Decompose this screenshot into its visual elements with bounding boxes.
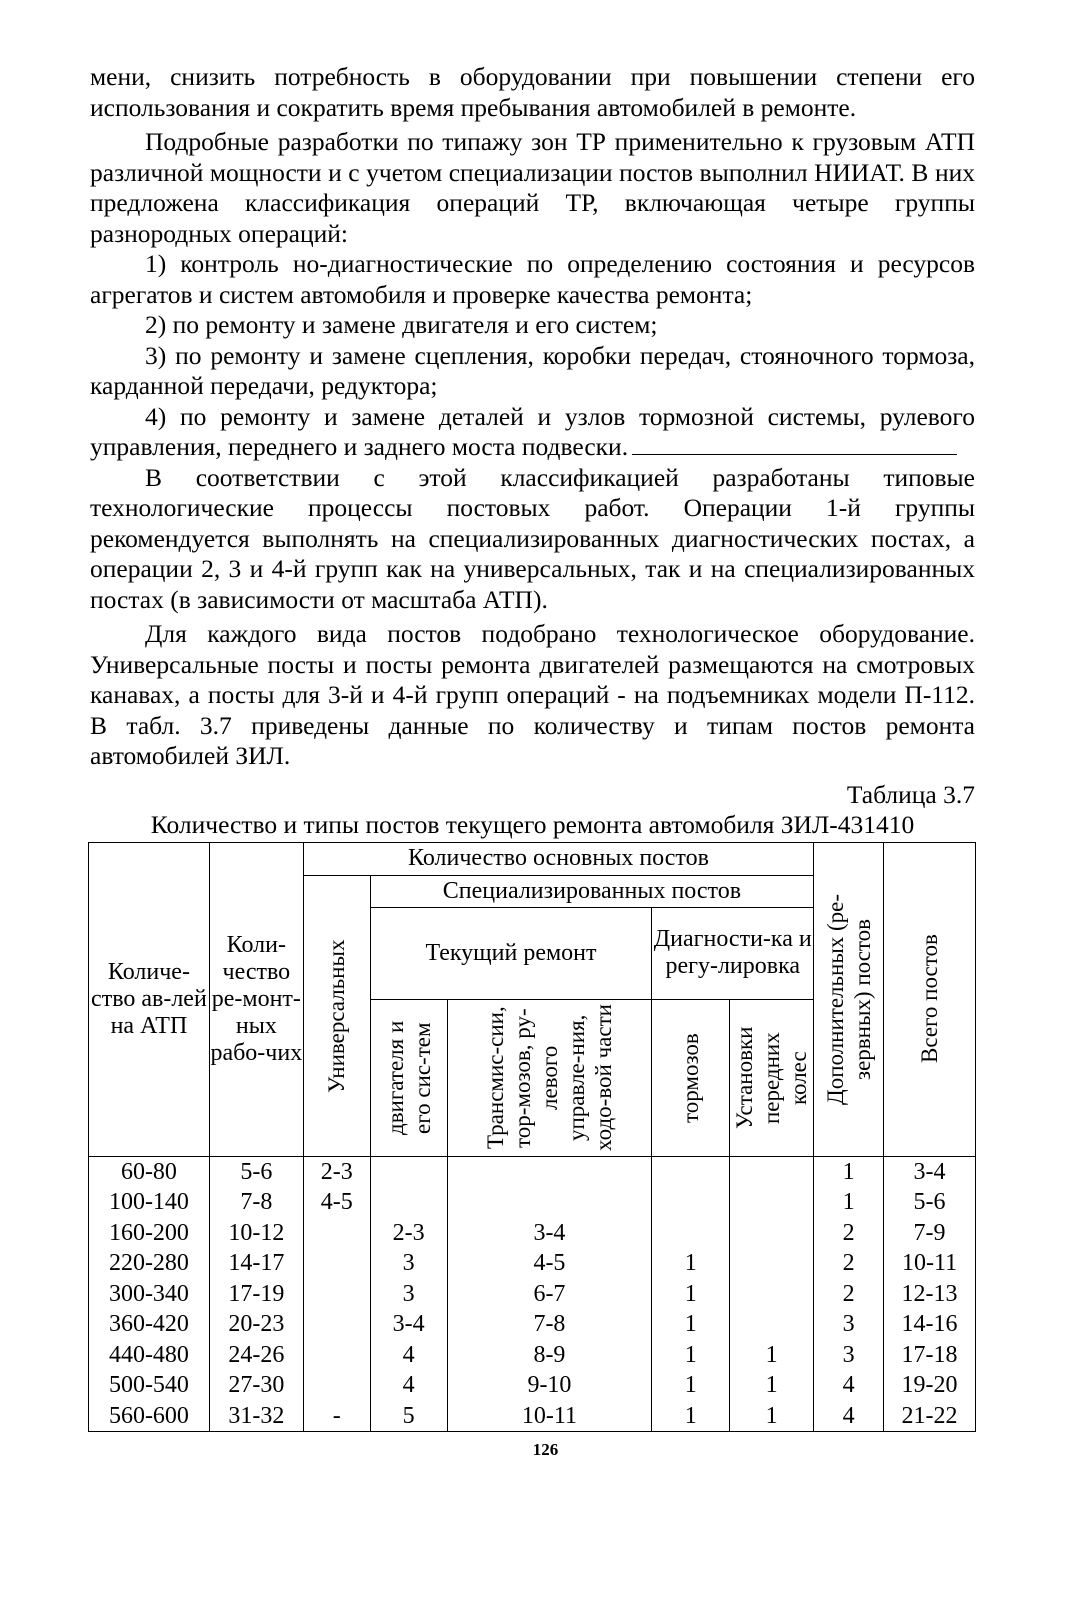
table-caption: Таблица 3.7 bbox=[846, 779, 975, 809]
cell-total: 21-22 bbox=[884, 1401, 976, 1432]
cell-vehicles: 160-200 bbox=[89, 1218, 210, 1249]
cell-engine: 2-3 bbox=[370, 1218, 447, 1249]
cell-engine: 3 bbox=[370, 1279, 447, 1310]
cell-total: 12-13 bbox=[884, 1279, 976, 1310]
cell-vehicles: 360-420 bbox=[89, 1309, 210, 1340]
cell-brakes: 1 bbox=[652, 1279, 730, 1310]
header-transmission: Трансмис-сии, тор-мозов, ру-левого управле-ния, ходо-вой части bbox=[447, 999, 652, 1156]
cell-wheels: 1 bbox=[730, 1401, 814, 1432]
header-brakes: тормозов bbox=[652, 999, 730, 1156]
cell-vehicles: 100-140 bbox=[89, 1187, 210, 1218]
cell-wheels bbox=[730, 1187, 814, 1218]
header-current-repair: Текущий ремонт bbox=[370, 907, 652, 999]
cell-transmission: 8-9 bbox=[447, 1340, 652, 1371]
cell-transmission: 4-5 bbox=[447, 1248, 652, 1279]
cell-brakes: 1 bbox=[652, 1309, 730, 1340]
cell-additional: 2 bbox=[814, 1218, 884, 1249]
header-total: Всего постов bbox=[884, 842, 976, 1156]
cell-transmission: 10-11 bbox=[447, 1401, 652, 1432]
cell-universal: - bbox=[303, 1401, 370, 1432]
cell-engine bbox=[370, 1187, 447, 1218]
table-row bbox=[89, 1248, 976, 1279]
cell-total: 17-18 bbox=[884, 1340, 976, 1371]
cell-engine: 4 bbox=[370, 1340, 447, 1371]
page-number: 126 bbox=[532, 1440, 559, 1459]
cell-workers: 27-30 bbox=[209, 1370, 303, 1401]
cell-additional: 1 bbox=[814, 1187, 884, 1218]
header-diagnostics: Диагности-ка и регу-лировка bbox=[652, 907, 814, 999]
cell-brakes: 1 bbox=[652, 1340, 730, 1371]
cell-wheels bbox=[730, 1156, 814, 1187]
paragraph-1: мени, снизить потребность в оборудовании при повышении степени его использования и сократить время пребывания автомобилей в ремонте. bbox=[90, 62, 975, 122]
cell-total: 7-9 bbox=[884, 1218, 976, 1249]
cell-workers: 31-32 bbox=[209, 1401, 303, 1432]
table-row bbox=[89, 1309, 976, 1340]
cell-wheels: 1 bbox=[730, 1370, 814, 1401]
cell-workers: 17-19 bbox=[209, 1279, 303, 1310]
cell-workers: 14-17 bbox=[209, 1248, 303, 1279]
paragraph-4: Для каждого вида постов подобрано технологическое оборудование. Универсальные посты и посты ремонта двигателей размещаются на смотровых канавах, а посты для 3-й и 4-й групп операций - на подъемниках модели П-112. В табл. 3.7 приведены данные по количеству и типам постов ремонта автомобилей ЗИЛ. bbox=[90, 619, 975, 770]
cell-engine: 5 bbox=[370, 1401, 447, 1432]
cell-additional: 3 bbox=[814, 1340, 884, 1371]
cell-universal bbox=[303, 1248, 370, 1279]
header-main-posts: Количество основных постов bbox=[303, 842, 813, 875]
cell-universal: 4-5 bbox=[303, 1187, 370, 1218]
cell-vehicles: 560-600 bbox=[89, 1401, 210, 1432]
cell-brakes bbox=[652, 1187, 730, 1218]
cell-workers: 5-6 bbox=[209, 1156, 303, 1187]
list-item: 2) по ремонту и замене двигателя и его систем; bbox=[145, 310, 658, 339]
cell-total: 14-16 bbox=[884, 1309, 976, 1340]
cell-total: 19-20 bbox=[884, 1370, 976, 1401]
cell-brakes: 1 bbox=[652, 1248, 730, 1279]
cell-engine: 3 bbox=[370, 1248, 447, 1279]
cell-total: 3-4 bbox=[884, 1156, 976, 1187]
cell-brakes bbox=[652, 1218, 730, 1249]
cell-vehicles: 440-480 bbox=[89, 1340, 210, 1371]
cell-engine: 4 bbox=[370, 1370, 447, 1401]
cell-total: 10-11 bbox=[884, 1248, 976, 1279]
separator-line bbox=[632, 454, 957, 455]
table-row bbox=[89, 1218, 976, 1249]
cell-engine bbox=[370, 1156, 447, 1187]
header-vehicle-count: Количе-ство ав-лей на АТП bbox=[89, 842, 210, 1156]
cell-transmission bbox=[447, 1187, 652, 1218]
table-row bbox=[89, 1187, 976, 1218]
cell-wheels bbox=[730, 1279, 814, 1310]
cell-transmission: 7-8 bbox=[447, 1309, 652, 1340]
table-row bbox=[89, 1401, 976, 1432]
cell-transmission: 9-10 bbox=[447, 1370, 652, 1401]
cell-wheels: 1 bbox=[730, 1340, 814, 1371]
cell-engine: 3-4 bbox=[370, 1309, 447, 1340]
table-row bbox=[89, 1340, 976, 1371]
cell-additional: 4 bbox=[814, 1370, 884, 1401]
cell-universal bbox=[303, 1340, 370, 1371]
cell-transmission: 3-4 bbox=[447, 1218, 652, 1249]
cell-additional: 1 bbox=[814, 1156, 884, 1187]
cell-transmission bbox=[447, 1156, 652, 1187]
paragraph-2: Подробные разработки по типажу зон ТР применительно к грузовым АТП различной мощности и с учетом специализации постов выполнил НИИАТ. В них предложена классификация операций ТР, включающая четыре группы разнородных операций: bbox=[90, 127, 975, 248]
table-title: Количество и типы постов текущего ремонта автомобиля ЗИЛ-431410 bbox=[150, 809, 915, 839]
table-row bbox=[89, 1279, 976, 1310]
cell-universal bbox=[303, 1370, 370, 1401]
header-workers: Коли-чество ре-монт-ных рабо-чих bbox=[209, 842, 303, 1156]
cell-universal bbox=[303, 1279, 370, 1310]
cell-transmission: 6-7 bbox=[447, 1279, 652, 1310]
cell-universal bbox=[303, 1218, 370, 1249]
list-item: 3) по ремонту и замене сцепления, коробки передач, стояночного тормоза, карданной передачи, редуктора; bbox=[90, 340, 975, 400]
cell-vehicles: 60-80 bbox=[89, 1156, 210, 1187]
header-engine: двигателя и его сис-тем bbox=[370, 999, 447, 1156]
cell-brakes: 1 bbox=[652, 1370, 730, 1401]
cell-brakes: 1 bbox=[652, 1401, 730, 1432]
cell-wheels bbox=[730, 1309, 814, 1340]
cell-additional: 2 bbox=[814, 1248, 884, 1279]
paragraph-3: В соответствии с этой классификацией разработаны типовые технологические процессы постовых работ. Операции 1-й группы рекомендуется выполнять на специализированных диагностических постах, а операции 2, 3 и 4-й групп как на универсальных, так и на специализированных постах (в зависимости от масштаба АТП). bbox=[90, 462, 975, 614]
header-specialized: Специализированных постов bbox=[370, 875, 814, 907]
operations-list bbox=[90, 249, 975, 463]
cell-brakes bbox=[652, 1156, 730, 1187]
table-row bbox=[89, 1156, 976, 1187]
cell-universal bbox=[303, 1309, 370, 1340]
list-item-text: 4) по ремонту и замене деталей и узлов тормозной системы, рулевого управления, переднего и заднего моста подвески. bbox=[90, 401, 975, 461]
cell-vehicles: 220-280 bbox=[89, 1248, 210, 1279]
cell-wheels bbox=[730, 1248, 814, 1279]
cell-workers: 24-26 bbox=[209, 1340, 303, 1371]
cell-total: 5-6 bbox=[884, 1187, 976, 1218]
header-additional: Дополнительных (ре-зервных) постов bbox=[814, 842, 884, 1156]
cell-additional: 2 bbox=[814, 1279, 884, 1310]
list-item: 1) контроль но-диагностические по определению состояния и ресурсов агрегатов и систем автомобиля и проверке качества ремонта; bbox=[90, 249, 975, 309]
cell-workers: 20-23 bbox=[209, 1309, 303, 1340]
header-universal: Универсальных bbox=[303, 875, 370, 1156]
list-item bbox=[90, 402, 975, 463]
cell-vehicles: 500-540 bbox=[89, 1370, 210, 1401]
table-row bbox=[89, 1370, 976, 1401]
page-content bbox=[90, 62, 975, 1432]
cell-vehicles: 300-340 bbox=[89, 1279, 210, 1310]
cell-wheels bbox=[730, 1218, 814, 1249]
cell-additional: 4 bbox=[814, 1401, 884, 1432]
header-wheels: Установки передних колес bbox=[730, 999, 814, 1156]
cell-additional: 3 bbox=[814, 1309, 884, 1340]
cell-universal: 2-3 bbox=[303, 1156, 370, 1187]
posts-table bbox=[88, 842, 976, 1433]
cell-workers: 7-8 bbox=[209, 1187, 303, 1218]
cell-workers: 10-12 bbox=[209, 1218, 303, 1249]
